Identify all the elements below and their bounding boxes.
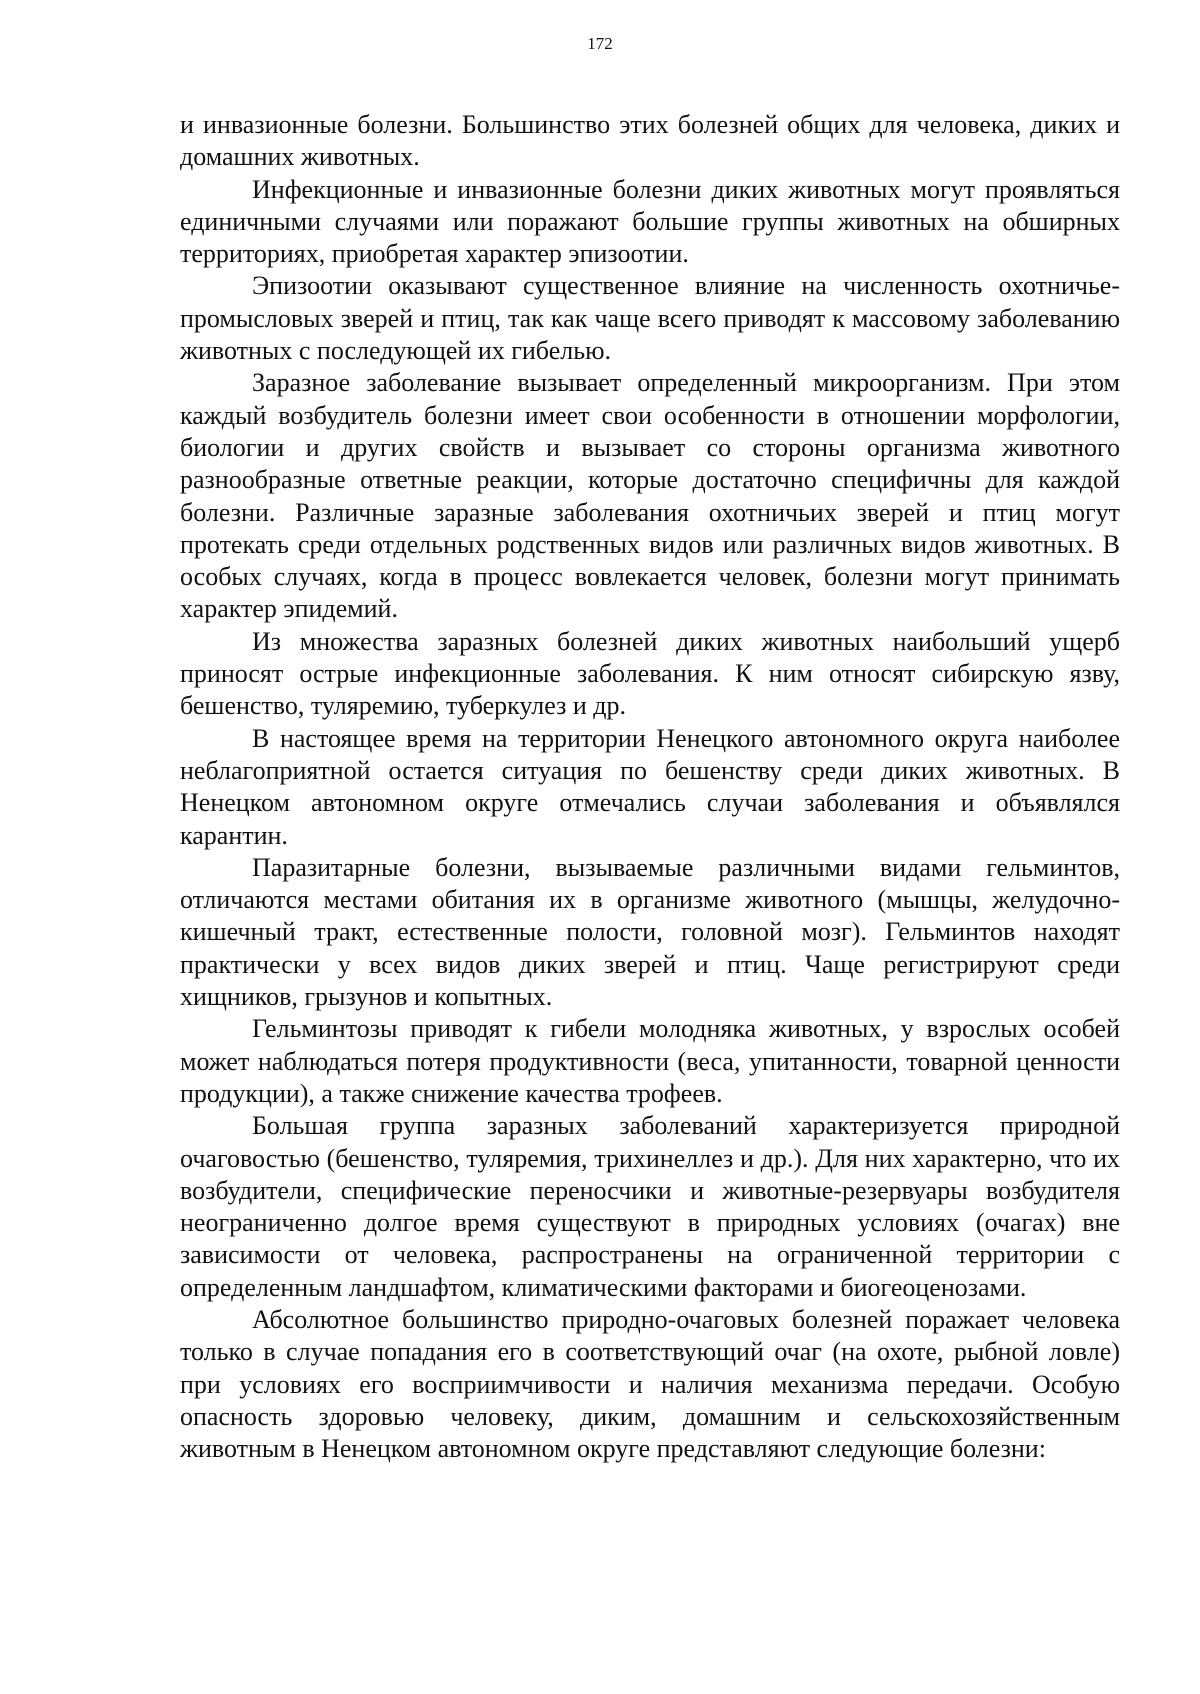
paragraph-infectious-diseases: Инфекционные и инвазионные болезни диких животных могут проявляться единичными случаями или поражают большие группы животных на обширных территориях, приобретая характер эпизоотии. [180,174,1120,269]
paragraph-continuation: и инвазионные болезни. Большинство этих болезней общих для человека, диких и домашних животных. [180,110,1120,172]
paragraph-rabies-situation: В настоящее время на территории Ненецкого автономного округа наиболее неблагоприятной остается ситуация по бешенству среди диких животных. В Ненецком автономном округе отмечались случаи заболевания и объявлялся карантин. [180,723,1120,850]
body-text [180,109,1120,1465]
paragraph-contagious-disease: Заразное заболевание вызывает определенный микроорганизм. При этом каждый возбудитель болезни имеет свои особенности в отношении морфологии, биологии и других свойств и вызывает со стороны организма животного разнообразные ответные реакции, которые достаточно специфичны для каждой болезни. Различные заразные заболевания охотничьих зверей и птиц могут протекать среди отдельных родственных видов или различных видов животных. В особых случаях, когда в процесс вовлекается человек, болезни могут принимать характер эпидемий. [180,368,1120,624]
paragraph-epizootics: Эпизоотии оказывают существенное влияние на численность охотничье-промысловых зверей и птиц, так как чаще всего приводят к массовому заболеванию животных с последующей их гибелью. [180,271,1120,366]
paragraph-parasitic-diseases: Паразитарные болезни, вызываемые различными видами гельминтов, отличаются местами обитания их в организме животного (мышцы, желудочно-кишечный тракт, естественные полости, головной мозг). Гельминтов находят практически у всех видов диких зверей и птиц. Чаще регистрируют среди хищников, грызунов и копытных. [180,852,1120,1012]
paragraph-human-infection: Абсолютное большинство природно-очаговых болезней поражает человека только в случае попадания его в соответствующий очаг (на охоте, рыбной ловле) при условиях его восприимчивости и наличия механизма передачи. Особую опасность здоровью человеку, диким, домашним и сельскохозяйственным животным в Ненецком автономном округе представляют следующие болезни: [180,1304,1120,1464]
paragraph-natural-foci: Большая группа заразных заболеваний характеризуется природной очаговостью (бешенство, туляремия, трихинеллез и др.). Для них характерно, что их возбудители, специфические переносчики и животные-резервуары возбудителя неограниченно долгое время существуют в природных условиях (очагах) вне зависимости от человека, распространены на ограниченной территории с определенным ландшафтом, климатическими факторами и биогеоценозами. [180,1111,1120,1302]
page-number: 172 [587,34,613,53]
paragraph-helminthiasis: Гельминтозы приводят к гибели молодняка животных, у взрослых особей может наблюдаться потеря продуктивности (веса, упитанности, товарной ценности продукции), а также снижение качества трофеев. [180,1014,1120,1108]
paragraph-acute-infections: Из множества заразных болезней диких животных наибольший ущерб приносят острые инфекционные заболевания. К ним относят сибирскую язву, бешенство, туляремию, туберкулез и др. [180,626,1120,721]
